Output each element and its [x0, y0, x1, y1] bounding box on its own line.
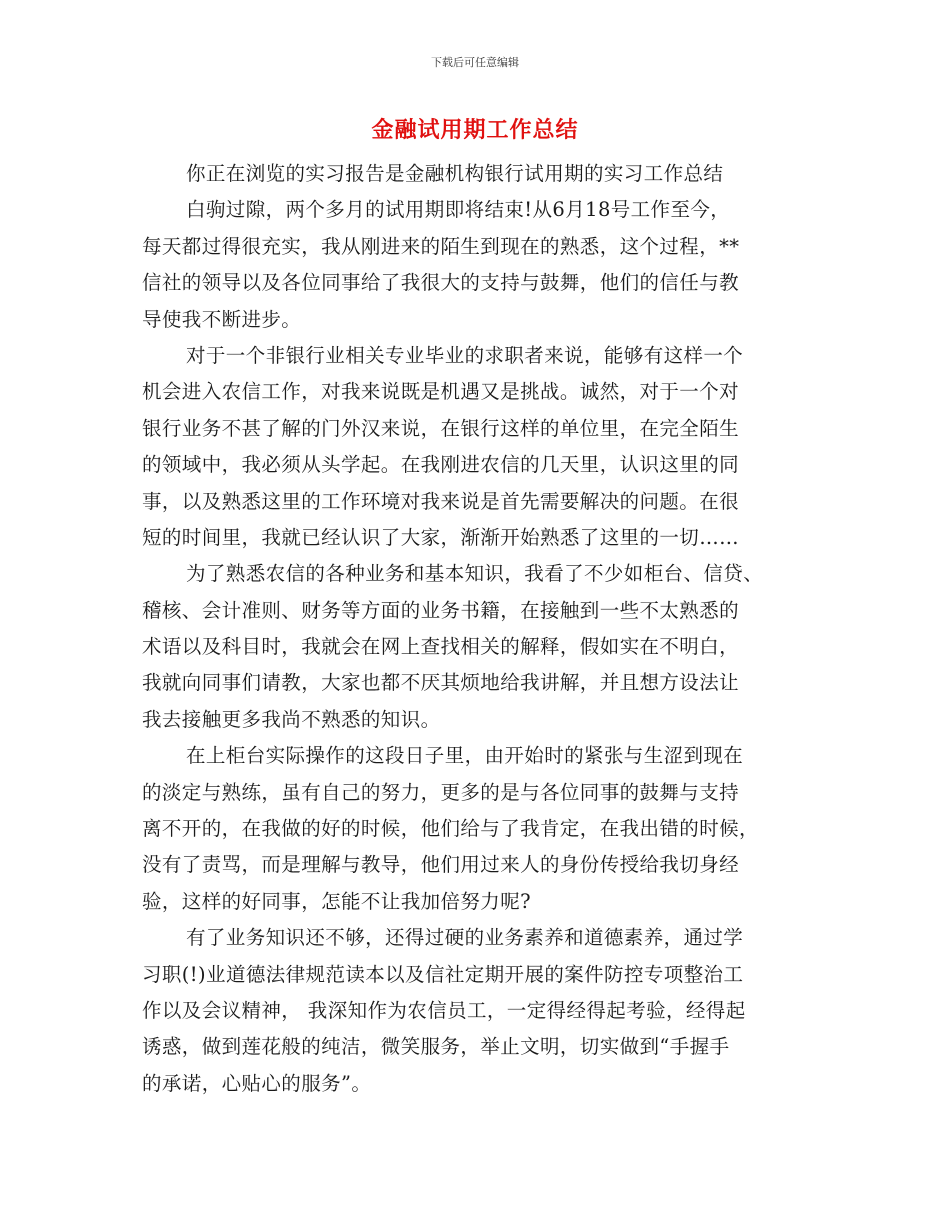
text-line: 信社的领导以及各位同事给了我很大的支持与鼓舞，他们的信任与教: [142, 271, 740, 295]
text-line: 银行业务不甚了解的门外汉来说，在银行这样的单位里，在完全陌生: [142, 416, 740, 440]
text-line: 有了业务知识还不够，还得过硬的业务素养和道德素养，通过学: [186, 926, 744, 950]
text-line: 术语以及科目时，我就会在网上查找相关的解释，假如实在不明白，: [142, 635, 740, 659]
text-line: 我去接触更多我尚不熟悉的知识。: [142, 707, 441, 731]
text-line: 在上柜台实际操作的这段日子里，由开始时的紧张与生涩到现在: [186, 744, 744, 768]
text-line: 你正在浏览的实习报告是金融机构银行试用期的实习工作总结: [186, 162, 724, 185]
header-note: 下载后可任意编辑: [431, 56, 519, 69]
text-line: 导使我不断进步。: [142, 307, 302, 331]
text-line: 习职(!)业道德法律规范读本以及信社定期开展的案件防控专项整治工: [142, 962, 744, 986]
text-line: 白驹过隙，两个多月的试用期即将结束!从6月18号工作至今，: [186, 198, 731, 222]
text-line: 的淡定与熟练，虽有自己的努力，更多的是与各位同事的鼓舞与支持: [142, 780, 740, 804]
text-line: 的承诺，心贴心的服务”。: [142, 1071, 372, 1095]
text-line: 的领域中，我必须从头学起。在我刚进农信的几天里，认识这里的同: [142, 453, 740, 477]
text-line: 诱惑，做到莲花般的纯洁，微笑服务，举止文明，切实做到“手握手: [142, 1035, 730, 1059]
text-line: 每天都过得很充实，我从刚进来的陌生到现在的熟悉，这个过程，**: [142, 234, 740, 258]
text-line: 事，以及熟悉这里的工作环境对我来说是首先需要解决的问题。在很: [142, 489, 740, 513]
text-line: 离不开的，在我做的好的时候，他们给与了我肯定，在我出错的时候，: [142, 817, 759, 841]
document-body: [142, 156, 807, 1102]
text-line: 验，这样的好同事，怎能不让我加倍努力呢?: [142, 889, 531, 913]
text-line: 稽核、会计准则、财务等方面的业务书籍，在接触到一些不太熟悉的: [142, 598, 740, 622]
text-line: 机会进入农信工作，对我来说既是机遇又是挑战。诚然，对于一个对: [142, 380, 740, 404]
text-line: 我就向同事们请教，大家也都不厌其烦地给我讲解，并且想方设法让: [142, 671, 740, 695]
text-line: 作以及会议精神， 我深知作为农信员工，一定得经得起考验，经得起: [142, 998, 746, 1022]
text-line: 为了熟悉农信的各种业务和基本知识，我看了不少如柜台、信贷、: [186, 562, 764, 586]
text-line: 没有了责骂，而是理解与教导，他们用过来人的身份传授给我切身经: [142, 853, 740, 877]
text-line: 对于一个非银行业相关专业毕业的求职者来说，能够有这样一个: [186, 343, 744, 367]
text-line: 短的时间里，我就已经认识了大家，渐渐开始熟悉了这里的一切……: [142, 525, 740, 549]
document-title: 金融试用期工作总结: [371, 117, 579, 143]
